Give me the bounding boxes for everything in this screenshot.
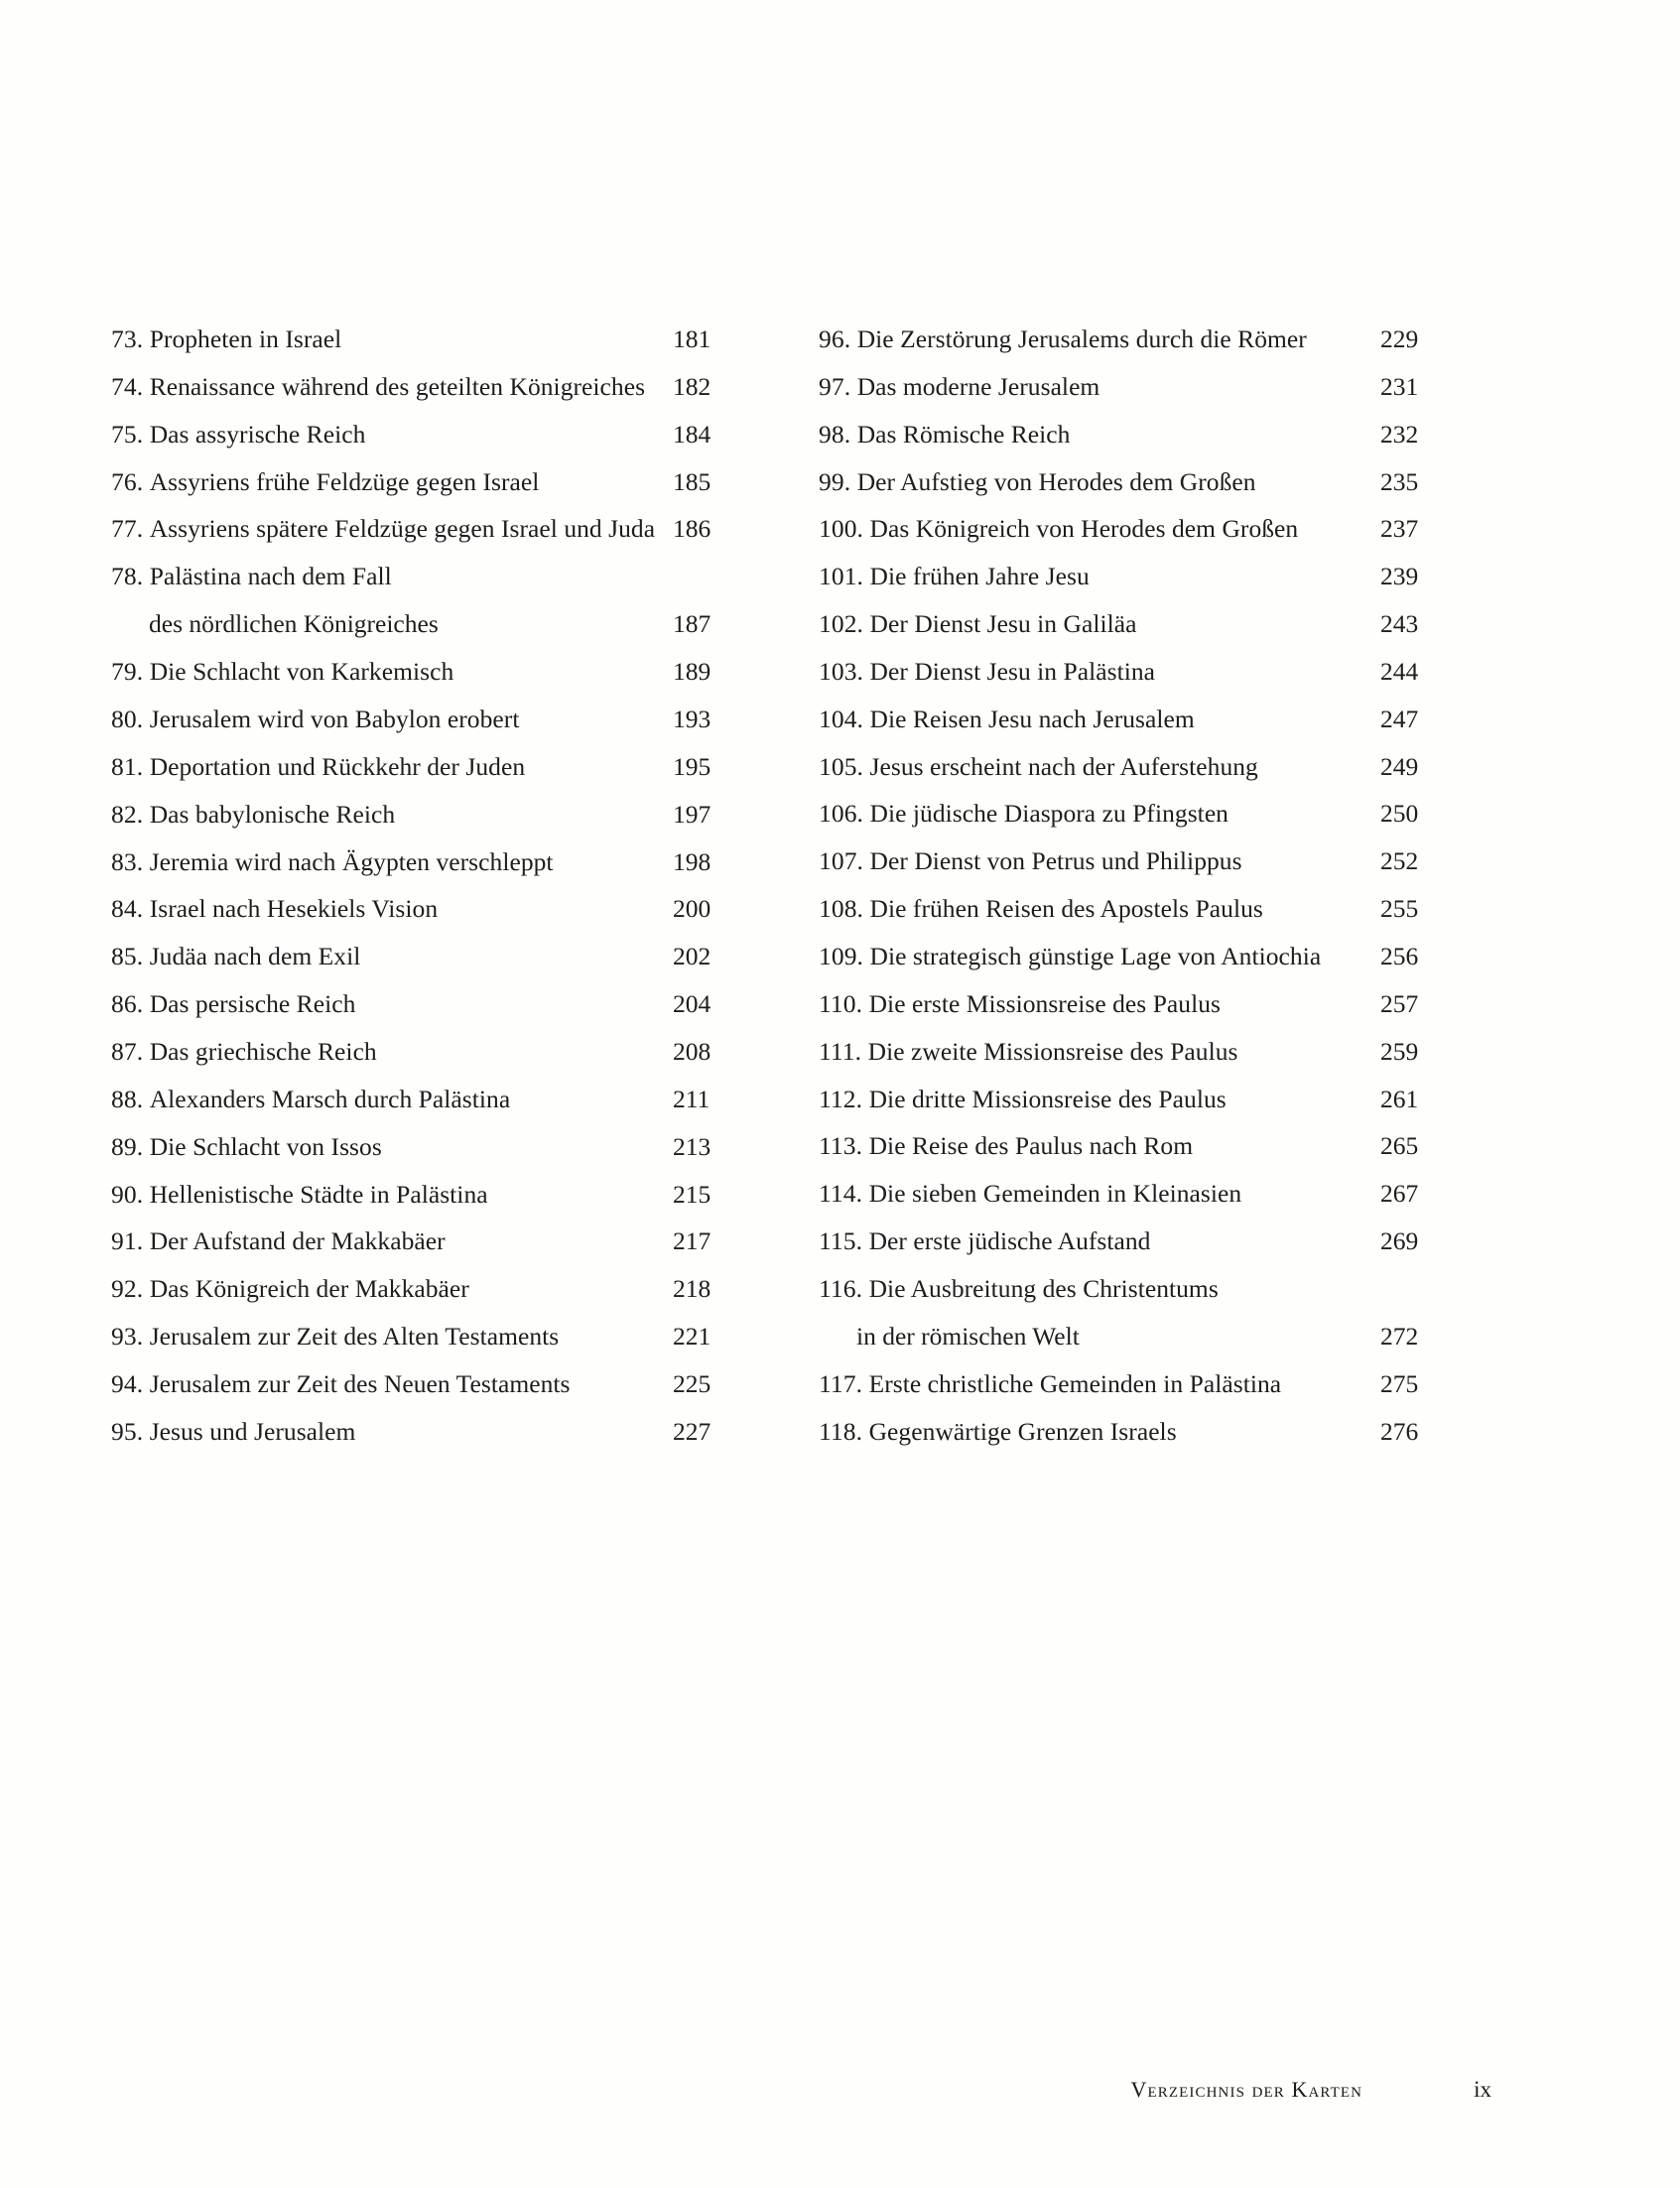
toc-entry-number: 98. — [819, 419, 851, 449]
toc-entry[interactable] — [819, 418, 1451, 451]
toc-entry-label — [819, 418, 1380, 451]
toc-entry-title: Das moderne Jerusalem — [856, 371, 1100, 401]
toc-entry[interactable] — [819, 750, 1451, 784]
toc-entry-title: Die Schlacht von Karkemisch — [149, 657, 454, 687]
toc-entry[interactable] — [111, 1130, 743, 1164]
toc-entry[interactable] — [111, 987, 743, 1021]
toc-entry-label — [819, 560, 1380, 593]
toc-entry-number: 100. — [819, 514, 864, 544]
toc-entry-number: 110. — [819, 988, 863, 1018]
toc-entry-label — [819, 750, 1380, 784]
toc-entry-label — [111, 1415, 673, 1449]
toc-entry-title: Jesus und Jerusalem — [149, 1416, 356, 1446]
toc-entry-number: 85. — [111, 942, 144, 971]
toc-entry-page-number: 265 — [1380, 1131, 1419, 1161]
toc-entry[interactable] — [819, 1083, 1451, 1116]
toc-entry-title: Der Aufstand der Makkabäer — [149, 1226, 446, 1256]
toc-entry-page-number: 187 — [673, 609, 711, 639]
toc-entry-title: Das Römische Reich — [856, 419, 1071, 449]
toc-entry-number: 93. — [111, 1322, 144, 1351]
toc-entry-title: Die Reisen Jesu nach Jerusalem — [869, 704, 1195, 733]
toc-entry-label — [111, 1367, 673, 1401]
toc-entry-label — [819, 844, 1380, 878]
toc-entry-label — [111, 655, 673, 689]
toc-entry-title: Deportation und Rückkehr der Juden — [149, 751, 526, 781]
toc-entry-label — [819, 1367, 1380, 1401]
toc-entry-label — [111, 892, 673, 926]
toc-entry-page-number: 257 — [1380, 988, 1419, 1018]
toc-entry-label — [819, 797, 1380, 831]
toc-entry-page-number: 217 — [673, 1226, 711, 1256]
toc-entry-label — [111, 750, 673, 784]
toc-entry[interactable] — [111, 703, 743, 736]
toc-entry-page-number: 200 — [673, 894, 711, 924]
folio-number: ix — [1474, 2077, 1491, 2102]
toc-entry[interactable] — [819, 844, 1451, 878]
toc-entry-line-one — [111, 560, 743, 593]
toc-entry-page-number: 211 — [673, 1084, 711, 1113]
toc-entry-title: Die erste Missionsreise des Paulus — [868, 988, 1221, 1018]
toc-entry-page-number: 255 — [1380, 894, 1419, 924]
toc-entry-title: Jerusalem wird von Babylon erobert — [149, 705, 520, 734]
toc-entry[interactable] — [111, 845, 743, 879]
toc-column-right — [819, 322, 1451, 1463]
toc-entry-number: 73. — [111, 324, 144, 353]
toc-entry[interactable] — [819, 1035, 1451, 1069]
toc-entry-number: 102. — [819, 609, 864, 639]
toc-entry-title: Jesus erscheint nach der Auferstehung — [869, 751, 1258, 781]
toc-entry-line-two — [111, 607, 743, 641]
toc-entry-page-number: 225 — [673, 1368, 711, 1398]
toc-entry-page-number: 249 — [1380, 751, 1419, 781]
toc-entry-label — [111, 418, 673, 451]
toc-entry-title: Die jüdische Diaspora zu Pfingsten — [869, 799, 1228, 829]
toc-entry-label — [819, 1177, 1380, 1211]
toc-entry-label — [819, 1129, 1380, 1163]
toc-entry[interactable] — [111, 750, 743, 784]
toc-entry-title: Erste christliche Gemeinden in Palästina — [868, 1368, 1282, 1398]
toc-entry-number: 79. — [111, 657, 144, 687]
toc-entry[interactable] — [819, 1272, 1451, 1353]
toc-entry[interactable] — [819, 797, 1451, 831]
toc-entry[interactable] — [111, 940, 743, 973]
toc-entry-number: 104. — [819, 704, 864, 733]
toc-entry-label — [111, 845, 673, 879]
toc-entry-label — [111, 987, 673, 1021]
toc-entry-title: Die sieben Gemeinden in Kleinasien — [868, 1179, 1242, 1209]
toc-entry-page-number: 244 — [1380, 656, 1419, 686]
toc-entry[interactable] — [111, 1320, 743, 1353]
toc-entry[interactable] — [111, 1415, 743, 1449]
toc-entry[interactable] — [111, 1035, 743, 1069]
toc-entry[interactable] — [819, 1367, 1451, 1401]
toc-entry-label — [111, 1320, 673, 1353]
toc-entry-label — [111, 703, 673, 736]
toc-entry-number: 89. — [111, 1131, 144, 1161]
toc-entry-title: Die frühen Jahre Jesu — [869, 562, 1090, 591]
toc-entry-title-continuation: des nördlichen Königreiches — [149, 609, 439, 639]
toc-entry-page-number: 259 — [1380, 1036, 1419, 1066]
toc-entry-number: 114. — [819, 1179, 863, 1209]
toc-entry-title: Propheten in Israel — [149, 324, 342, 353]
toc-entry[interactable] — [111, 798, 743, 832]
toc-entry[interactable] — [111, 370, 743, 404]
toc-entry[interactable] — [111, 560, 743, 641]
toc-entry-page-number: 239 — [1380, 562, 1419, 591]
toc-entry-number: 109. — [819, 941, 864, 970]
toc-entry-page-number: 185 — [673, 466, 711, 496]
toc-entry-number: 108. — [819, 894, 864, 924]
toc-entry-page-number: 218 — [673, 1274, 711, 1304]
toc-entry-title: Der Dienst Jesu in Palästina — [869, 656, 1156, 686]
toc-entry-page-number: 275 — [1380, 1368, 1419, 1398]
toc-entry-label — [819, 703, 1380, 736]
toc-entry-page-number: 198 — [673, 846, 711, 876]
toc-entry-label — [819, 1035, 1380, 1069]
toc-entry-page-number: 182 — [673, 371, 711, 401]
toc-entry-number: 115. — [819, 1226, 863, 1256]
toc-entry-title: Das assyrische Reich — [149, 419, 366, 449]
toc-entry[interactable] — [819, 655, 1451, 689]
toc-entry-label — [111, 1035, 673, 1069]
toc-entry-title: Die Ausbreitung des Christentums — [868, 1273, 1219, 1303]
toc-entry-label — [111, 1130, 673, 1164]
toc-entry-title: Gegenwärtige Grenzen Israels — [868, 1416, 1177, 1446]
toc-entry-number: 88. — [111, 1084, 144, 1113]
toc-entry-title-continuation: in der römischen Welt — [856, 1322, 1080, 1351]
toc-entry-title: Das griechische Reich — [149, 1036, 377, 1066]
toc-entry-title: Die strategisch günstige Lage von Antiochia — [869, 941, 1322, 970]
toc-entry[interactable] — [819, 987, 1451, 1021]
toc-entry-title: Hellenistische Städte in Palästina — [149, 1179, 488, 1209]
toc-entry[interactable] — [819, 607, 1451, 641]
toc-entry-number: 92. — [111, 1274, 144, 1304]
toc-entry-label — [111, 1224, 673, 1258]
toc-entry[interactable] — [819, 1224, 1451, 1258]
toc-entry-label — [111, 370, 673, 404]
toc-entry[interactable] — [819, 370, 1451, 404]
toc-entry[interactable] — [111, 1178, 743, 1212]
toc-entry-label — [819, 512, 1380, 546]
toc-entry-number: 94. — [111, 1368, 144, 1398]
toc-entry-number: 106. — [819, 799, 864, 829]
toc-entry-title: Der Aufstieg von Herodes dem Großen — [856, 466, 1256, 496]
toc-entry-label — [111, 1272, 673, 1306]
toc-entry-label — [111, 322, 673, 356]
toc-entry[interactable] — [111, 655, 743, 689]
toc-entry-number: 86. — [111, 989, 144, 1019]
toc-entry[interactable] — [819, 892, 1451, 926]
toc-entry-number: 80. — [111, 705, 144, 734]
toc-entry-title: Israel nach Hesekiels Vision — [149, 894, 439, 924]
toc-entry-number: 111. — [819, 1036, 862, 1066]
toc-entry-number: 76. — [111, 466, 144, 496]
toc-entry-title: Assyriens frühe Feldzüge gegen Israel — [149, 466, 540, 496]
toc-entry-number: 113. — [819, 1131, 863, 1161]
toc-entry-page-number: 189 — [673, 657, 711, 687]
toc-entry-number: 77. — [111, 514, 144, 544]
toc-entry-title: Jerusalem zur Zeit des Alten Testaments — [149, 1322, 560, 1351]
toc-column-left — [111, 322, 743, 1463]
toc-entry[interactable] — [819, 1177, 1451, 1211]
toc-entry-title: Die frühen Reisen des Apostels Paulus — [869, 894, 1263, 924]
toc-entry-title: Das babylonische Reich — [149, 799, 396, 829]
toc-entry-number: 118. — [819, 1416, 863, 1446]
toc-entry[interactable] — [111, 512, 743, 546]
toc-entry-page-number: 231 — [1380, 371, 1419, 401]
toc-entry-title: Das persische Reich — [149, 989, 356, 1019]
toc-entry-label — [111, 560, 673, 593]
toc-entry-number: 117. — [819, 1368, 863, 1398]
toc-entry-page-number: 243 — [1380, 609, 1419, 639]
toc-columns — [111, 322, 1451, 1463]
toc-entry-title: Die Schlacht von Issos — [149, 1131, 382, 1161]
toc-entry-label — [819, 940, 1380, 973]
toc-entry-page-number: 186 — [673, 514, 711, 544]
toc-entry-label — [819, 1272, 1380, 1306]
toc-entry-title: Renaissance während des geteilten Königreiches — [149, 371, 646, 401]
toc-entry-label — [111, 940, 673, 973]
toc-entry-page-number: 208 — [673, 1036, 711, 1066]
toc-entry-title: Das Königreich von Herodes dem Großen — [869, 514, 1299, 544]
toc-entry-page-number: 181 — [673, 324, 711, 353]
toc-entry[interactable] — [819, 512, 1451, 546]
toc-entry-page-number: 195 — [673, 751, 711, 781]
toc-entry-number: 96. — [819, 324, 851, 353]
toc-entry[interactable] — [111, 1083, 743, 1116]
toc-entry-label — [111, 512, 673, 546]
toc-entry-page-number: 250 — [1380, 799, 1419, 829]
toc-entry-label — [111, 798, 673, 832]
toc-entry-label — [819, 655, 1380, 689]
toc-entry-number: 112. — [819, 1084, 863, 1113]
toc-entry-label — [111, 1083, 673, 1116]
running-footer-title: Verzeichnis der Karten — [1130, 2077, 1363, 2102]
toc-entry-number: 95. — [111, 1416, 144, 1446]
toc-entry-title: Jerusalem zur Zeit des Neuen Testaments — [149, 1368, 571, 1398]
toc-entry-number: 75. — [111, 419, 144, 449]
toc-entry-number: 103. — [819, 656, 864, 686]
toc-entry-page-number: 221 — [673, 1322, 711, 1351]
toc-entry-label — [819, 987, 1380, 1021]
toc-entry-title: Judäa nach dem Exil — [149, 942, 361, 971]
toc-entry[interactable] — [819, 940, 1451, 973]
toc-entry-number: 74. — [111, 371, 144, 401]
toc-entry-title: Die Zerstörung Jerusalems durch die Römer — [856, 324, 1307, 353]
toc-entry-page-number: 252 — [1380, 846, 1419, 876]
toc-entry-title: Jeremia wird nach Ägypten verschleppt — [149, 846, 554, 876]
toc-entry-page-number: 184 — [673, 419, 711, 449]
toc-entry-label — [819, 1083, 1380, 1116]
toc-entry-title: Die dritte Missionsreise des Paulus — [868, 1084, 1227, 1113]
toc-entry-page-number: 229 — [1380, 324, 1419, 353]
toc-entry-page-number: 202 — [673, 942, 711, 971]
toc-entry-number: 116. — [819, 1273, 863, 1303]
toc-entry[interactable] — [111, 1224, 743, 1258]
toc-entry-page-number: 232 — [1380, 419, 1419, 449]
toc-entry-label — [111, 1178, 673, 1212]
toc-entry-label — [819, 370, 1380, 404]
toc-entry[interactable] — [111, 322, 743, 356]
toc-entry-page-number: 193 — [673, 705, 711, 734]
toc-entry-page-number: 235 — [1380, 466, 1419, 496]
toc-entry-line-two — [819, 1320, 1451, 1353]
toc-entry-page-number: 227 — [673, 1416, 711, 1446]
toc-entry-page-number: 197 — [673, 799, 711, 829]
toc-entry-page-number: 256 — [1380, 941, 1419, 970]
page-footer — [0, 2077, 1680, 2117]
toc-entry-label — [819, 892, 1380, 926]
toc-entry[interactable] — [819, 703, 1451, 736]
toc-entry-title: Palästina nach dem Fall — [149, 562, 392, 591]
toc-entry-title: Das Königreich der Makkabäer — [149, 1274, 469, 1304]
toc-entry-title: Die Reise des Paulus nach Rom — [868, 1131, 1194, 1161]
toc-entry-number: 99. — [819, 466, 851, 496]
toc-entry-label — [819, 465, 1380, 499]
toc-entry-number: 90. — [111, 1179, 144, 1209]
toc-entry-title: Die zweite Missionsreise des Paulus — [867, 1036, 1238, 1066]
toc-entry[interactable] — [819, 465, 1451, 499]
toc-entry-label — [819, 607, 1380, 641]
toc-entry[interactable] — [819, 560, 1451, 593]
toc-entry-page-number: 267 — [1380, 1179, 1419, 1209]
toc-entry-label — [819, 322, 1380, 356]
toc-entry-number: 105. — [819, 751, 864, 781]
toc-entry[interactable] — [819, 1415, 1451, 1449]
toc-entry-page-number: 269 — [1380, 1226, 1419, 1256]
toc-entry-number: 81. — [111, 751, 144, 781]
toc-entry-page-number: 276 — [1380, 1416, 1419, 1446]
toc-entry-number: 107. — [819, 846, 864, 876]
toc-entry[interactable] — [819, 322, 1451, 356]
toc-entry-title: Alexanders Marsch durch Palästina — [149, 1084, 511, 1113]
toc-entry-number: 78. — [111, 562, 144, 591]
toc-entry-number: 91. — [111, 1226, 144, 1256]
toc-entry-page-number: 204 — [673, 989, 711, 1019]
toc-entry-page-number: 237 — [1380, 514, 1419, 544]
toc-entry-number: 87. — [111, 1036, 144, 1066]
toc-entry-label — [111, 465, 673, 499]
toc-entry-number: 97. — [819, 371, 851, 401]
toc-entry-number: 83. — [111, 846, 144, 876]
toc-entry[interactable] — [111, 1272, 743, 1306]
toc-entry[interactable] — [111, 892, 743, 926]
toc-entry-label — [819, 1224, 1380, 1258]
toc-entry[interactable] — [111, 1367, 743, 1401]
toc-entry-number: 84. — [111, 894, 144, 924]
toc-entry-page-number: 272 — [1380, 1322, 1419, 1351]
toc-entry-number: 82. — [111, 799, 144, 829]
toc-entry[interactable] — [819, 1129, 1451, 1163]
toc-entry-page-number: 215 — [673, 1179, 711, 1209]
toc-entry-title: Assyriens spätere Feldzüge gegen Israel und Juda — [149, 514, 656, 544]
toc-entry[interactable] — [111, 465, 743, 499]
toc-entry-title: Der erste jüdische Aufstand — [868, 1226, 1151, 1256]
toc-entry-number: 101. — [819, 562, 864, 591]
toc-entry[interactable] — [111, 418, 743, 451]
toc-entry-line-one — [819, 1272, 1451, 1306]
toc-entry-page-number: 213 — [673, 1131, 711, 1161]
toc-entry-title: Der Dienst Jesu in Galiläa — [869, 609, 1137, 639]
toc-entry-page-number: 261 — [1380, 1084, 1419, 1113]
toc-entry-title: Der Dienst von Petrus und Philippus — [869, 846, 1242, 876]
toc-entry-page-number: 247 — [1380, 704, 1419, 733]
toc-entry-label — [819, 1415, 1380, 1449]
footer-inner — [1131, 2077, 1491, 2103]
